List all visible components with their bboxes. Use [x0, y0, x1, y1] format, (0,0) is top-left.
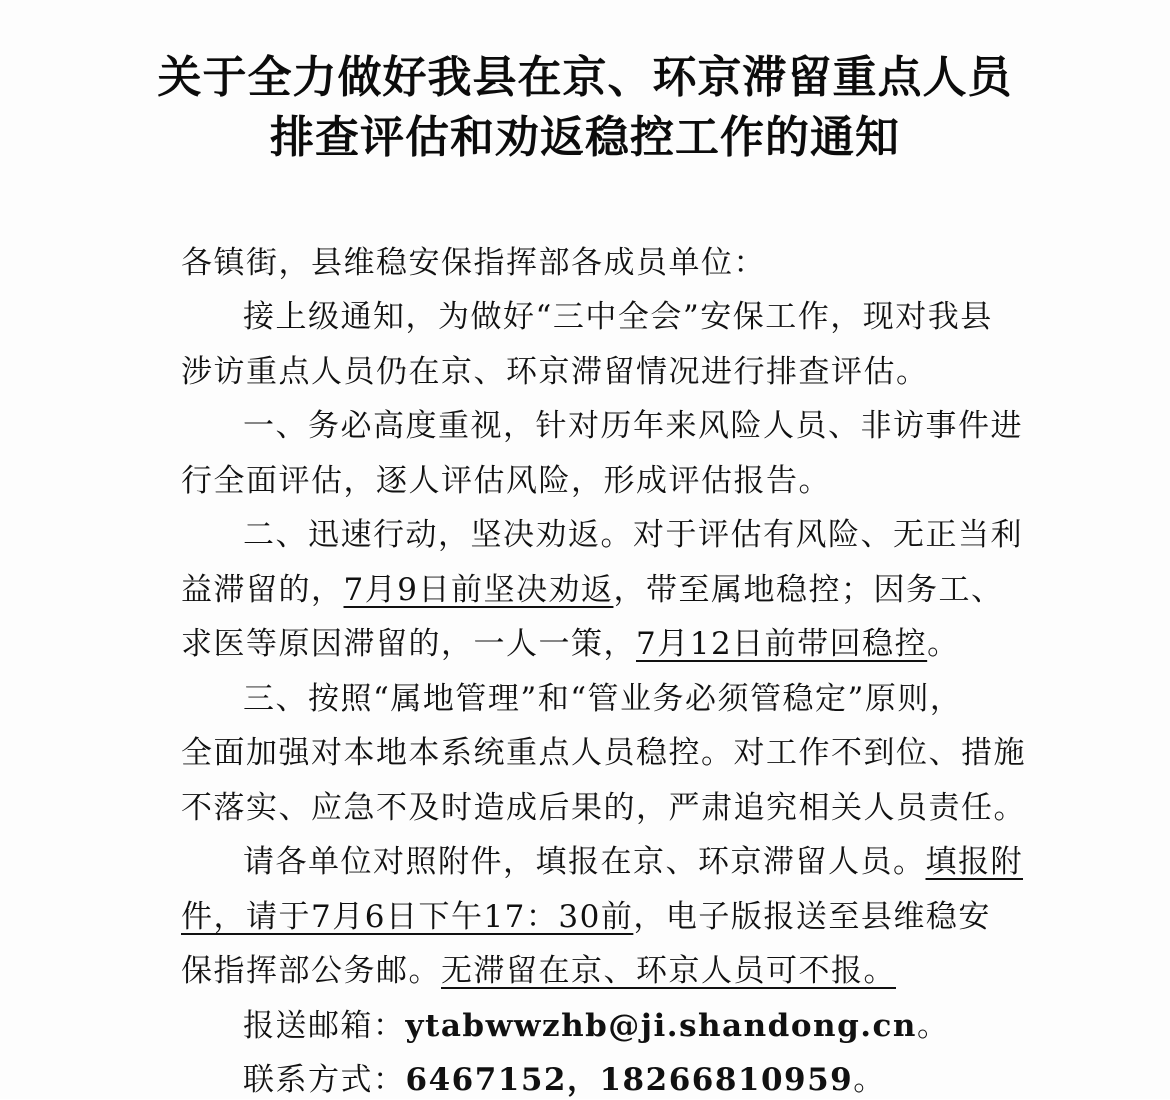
- paragraph-5-line-2: [181, 897, 991, 937]
- report-attachment-note-start: 填报附: [925, 844, 1023, 880]
- paragraph-5-line-1-start: 请各单位对照附件，填报在京、环京滞留人员。: [243, 844, 926, 880]
- deadline-persuade-return: 7月9日前坚决劝返: [343, 572, 614, 608]
- contact-line: [243, 1060, 886, 1100]
- contact-end: 。: [853, 1062, 886, 1098]
- paragraph-5-line-1: [243, 842, 1023, 882]
- no-report-needed-note: 无滞留在京、环京人员可不报。: [441, 953, 896, 989]
- paragraph-3-line-3-end: 。: [927, 626, 960, 662]
- paragraph-3-line-2: [181, 570, 1003, 610]
- paragraph-3-line-3-start: 求医等原因滞留的，一人一策，: [181, 626, 636, 662]
- report-attachment-deadline: 件，请于7月6日下午17：30前: [181, 899, 634, 935]
- paragraph-1-line-2: 涉访重点人员仍在京、环京滞留情况进行排查评估。: [181, 354, 929, 390]
- report-email-label: 报送邮箱：: [243, 1008, 406, 1044]
- paragraph-4-line-2: 全面加强对本地本系统重点人员稳控。对工作不到位、措施: [181, 735, 1026, 771]
- paragraph-3-line-1: 二、迅速行动，坚决劝返。对于评估有风险、无正当利: [243, 517, 1023, 553]
- paragraph-3-line-2-end: ，带至属地稳控；因务工、: [613, 572, 1004, 608]
- contact-label: 联系方式：: [243, 1062, 406, 1098]
- paragraph-5-line-3: [181, 951, 896, 991]
- paragraph-2-line-2: 行全面评估，逐人评估风险，形成评估报告。: [181, 463, 831, 499]
- paragraph-1-line-1: 接上级通知，为做好“三中全会”安保工作，现对我县: [243, 299, 993, 335]
- report-email-line: [243, 1006, 949, 1046]
- paragraph-4-line-1: 三、按照“属地管理”和“管业务必须管稳定”原则，: [243, 681, 963, 717]
- report-email-address: ytabwwzhb@ji.shandong.cn: [405, 1008, 917, 1044]
- paragraph-5-line-2-end: ，电子版报送至县维稳安: [633, 899, 991, 935]
- document-title-line-1: 关于全力做好我县在京、环京滞留重点人员: [157, 52, 1013, 103]
- paragraph-3-line-3: [181, 624, 960, 664]
- paragraph-5-line-3-start: 保指挥部公务邮。: [181, 953, 441, 989]
- paragraph-4-line-3: 不落实、应急不及时造成后果的，严肃追究相关人员责任。: [181, 790, 1026, 826]
- salutation: 各镇街，县维稳安保指挥部各成员单位：: [181, 245, 766, 281]
- document-title-line-2: 排查评估和劝返稳控工作的通知: [270, 112, 900, 163]
- contact-numbers: 6467152，18266810959: [405, 1062, 854, 1098]
- report-email-end: 。: [916, 1008, 950, 1044]
- paragraph-2-line-1: 一、务必高度重视，针对历年来风险人员、非访事件进: [243, 408, 1023, 444]
- deadline-bring-back: 7月12日前带回稳控: [636, 626, 928, 662]
- paragraph-3-line-2-start: 益滞留的，: [181, 572, 344, 608]
